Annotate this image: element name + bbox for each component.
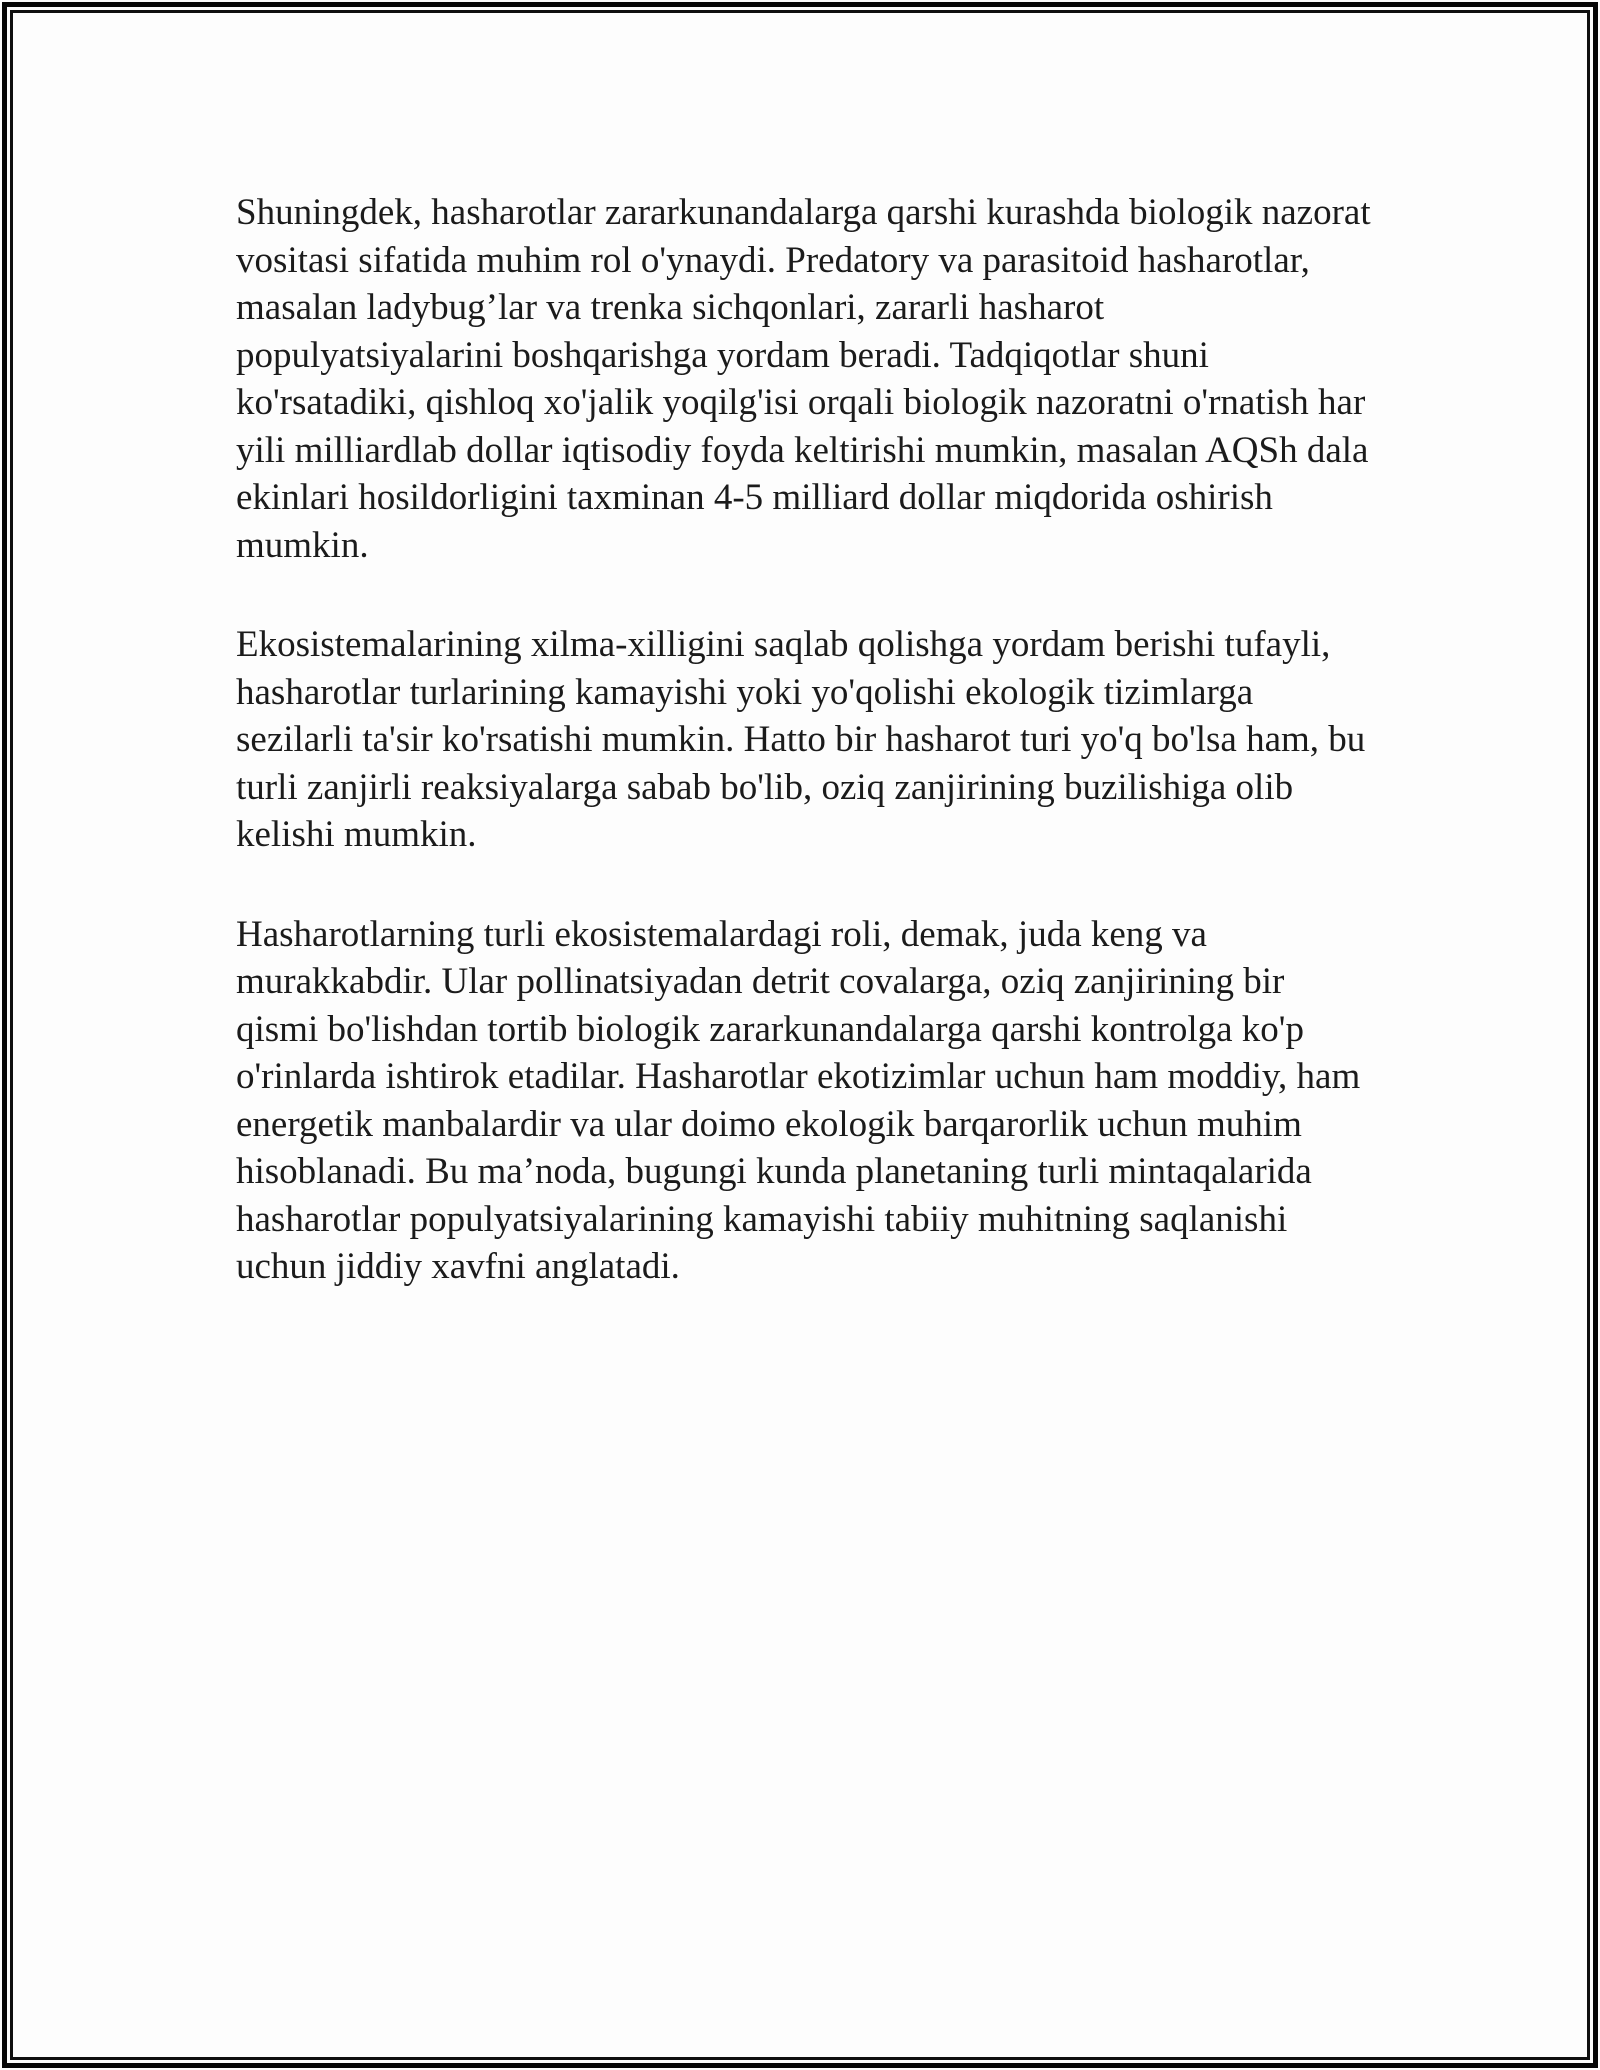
text-line: qismi bo'lishdan tortib biologik zararkunandalarga qarshi kontrolga ko'p (236, 1008, 1304, 1050)
text-line: energetik manbalardir va ular doimo ekologik barqarorlik uchun muhim (236, 1103, 1302, 1145)
text-line: uchun jiddiy xavfni anglatadi. (236, 1246, 680, 1287)
text-line: hasharotlar populyatsiyalarining kamayishi tabiiy muhitning saqlanishi (236, 1198, 1288, 1240)
text-line: yili milliardlab dollar iqtisodiy foyda keltirishi mumkin, masalan AQSh dala (236, 429, 1369, 471)
text-line: hisoblanadi. Bu ma’noda, bugungi kunda planetaning turli mintaqalarida (236, 1151, 1312, 1192)
text-line: Shuningdek, hasharotlar zararkunandalarga qarshi kurashda biologik nazorat (236, 192, 1371, 233)
text-line: sezilarli ta'sir ko'rsatishi mumkin. Hatto bir hasharot turi yo'q bo'lsa ham, bu (236, 719, 1366, 760)
document-body (236, 189, 1406, 1343)
text-line: kelishi mumkin. (236, 814, 477, 855)
text-line: mumkin. (236, 524, 369, 566)
text-line: populyatsiyalarini boshqarishga yordam beradi. Tadqiqotlar shuni (236, 334, 1209, 376)
paragraph-1 (236, 189, 1406, 569)
text-line: ekinlari hosildorligini taxminan 4-5 milliard dollar miqdorida oshirish (236, 477, 1273, 518)
text-line: hasharotlar turlarining kamayishi yoki yo'qolishi ekologik tizimlarga (236, 671, 1254, 713)
paragraph-3 (236, 911, 1406, 1291)
paragraph-2 (236, 621, 1406, 859)
text-line: murakkabdir. Ular pollinatsiyadan detrit covalarga, oziq zanjirining bir (236, 961, 1285, 1002)
text-line: turli zanjirli reaksiyalarga sabab bo'lib, oziq zanjirining buzilishiga olib (236, 766, 1294, 808)
text-line: Ekosistemalarining xilma-xilligini saqlab qolishga yordam berishi tufayli, (236, 624, 1331, 665)
text-line: masalan ladybug’lar va trenka sichqonlari, zararli hasharot (236, 287, 1105, 328)
text-line: vositasi sifatida muhim rol o'ynaydi. Predatory va parasitoid hasharotlar, (236, 239, 1310, 281)
text-line: Hasharotlarning turli ekosistemalardagi roli, demak, juda keng va (236, 913, 1207, 955)
text-line: o'rinlarda ishtirok etadilar. Hasharotlar ekotizimlar uchun ham moddiy, ham (236, 1056, 1361, 1097)
text-line: ko'rsatadiki, qishloq xo'jalik yoqilg'isi orqali biologik nazoratni o'rnatish har (236, 382, 1366, 423)
